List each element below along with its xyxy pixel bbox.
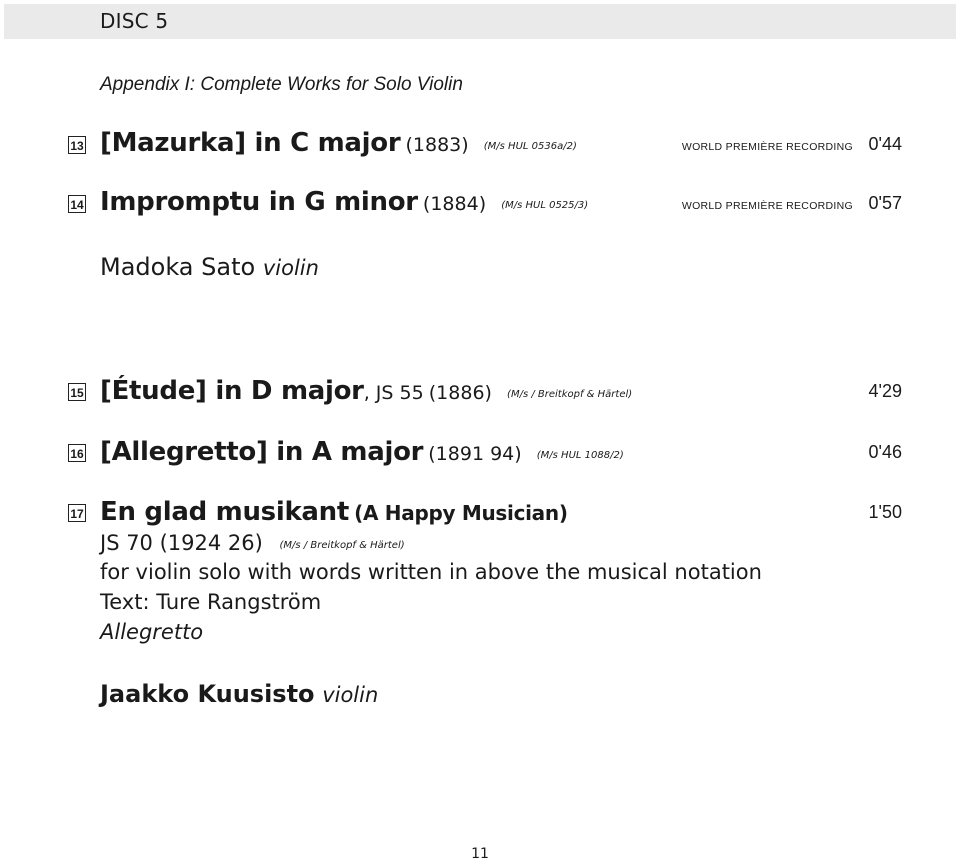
track-number: 14 bbox=[68, 195, 86, 213]
performer-name: Madoka Sato bbox=[100, 253, 256, 281]
track-catalog: (M/s / Breitkopf & Härtel) bbox=[279, 540, 405, 551]
track-text-credit: Text: Ture Rangström bbox=[100, 590, 322, 614]
track-row bbox=[0, 128, 960, 162]
premiere-note: WORLD PREMIÈRE RECORDING bbox=[681, 200, 853, 212]
performer-name: Jaakko Kuusisto bbox=[100, 680, 315, 708]
appendix-heading: Appendix I: Complete Works for Solo Violin bbox=[100, 74, 463, 95]
track-catalog: (M/s / Breitkopf & Härtel) bbox=[507, 389, 633, 400]
track-opus: , JS 55 bbox=[363, 382, 424, 404]
track-title: [Étude] in D major bbox=[100, 376, 364, 406]
performer-instrument: violin bbox=[322, 683, 379, 707]
performer-credit bbox=[100, 253, 319, 281]
track-duration: 0'44 bbox=[868, 134, 902, 154]
track-title: [Allegretto] in A major bbox=[100, 437, 424, 467]
track-title: En glad musikant bbox=[100, 497, 350, 527]
track-duration: 4'29 bbox=[868, 381, 902, 401]
track-description: for violin solo with words written in above the musical notation bbox=[100, 560, 762, 584]
performer-credit bbox=[100, 680, 378, 708]
track-year: (1883) bbox=[405, 134, 469, 156]
track-row bbox=[0, 497, 960, 531]
disc-title: DISC 5 bbox=[100, 9, 169, 33]
track-duration: 1'50 bbox=[868, 502, 902, 522]
track-catalog: (M/s HUL 0525/3) bbox=[501, 200, 589, 211]
track-catalog: (M/s HUL 1088/2) bbox=[536, 450, 624, 461]
premiere-note: WORLD PREMIÈRE RECORDING bbox=[681, 141, 853, 153]
track-title: Impromptu in G minor bbox=[100, 187, 418, 217]
performer-instrument: violin bbox=[262, 256, 319, 280]
track-row bbox=[0, 187, 960, 221]
track-year: (1884) bbox=[422, 193, 487, 215]
track-catalog: (M/s HUL 0536a/2) bbox=[483, 141, 577, 152]
track-duration: 0'57 bbox=[868, 193, 902, 213]
track-number: 13 bbox=[68, 136, 86, 154]
track-number: 15 bbox=[68, 383, 86, 401]
track-tempo: Allegretto bbox=[100, 620, 204, 644]
track-duration: 0'46 bbox=[868, 442, 902, 462]
track-number: 16 bbox=[68, 444, 86, 462]
track-row bbox=[0, 437, 960, 471]
track-subtitle: (A Happy Musician) bbox=[354, 501, 568, 525]
track-opus-year: JS 70 (1924 26) bbox=[100, 531, 263, 555]
track-number: 17 bbox=[68, 504, 86, 522]
track-row bbox=[0, 376, 960, 410]
page-number: 11 bbox=[471, 846, 489, 862]
track-title: [Mazurka] in C major bbox=[100, 128, 401, 158]
track-year: (1891 94) bbox=[428, 443, 522, 465]
track-year: (1886) bbox=[428, 382, 492, 404]
